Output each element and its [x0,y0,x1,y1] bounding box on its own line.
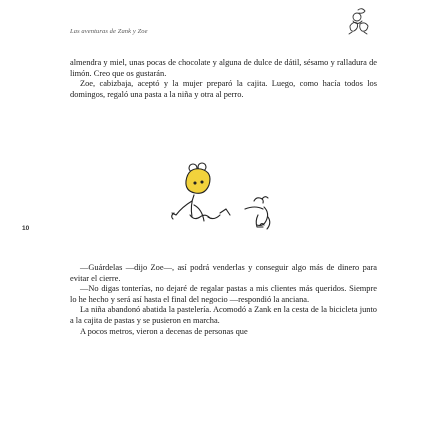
paragraph: A pocos metros, vieron a decenas de personas que [80,326,248,336]
running-head: Las aventuras de Zank y Zoe [70,28,148,35]
paragraph: —No digas tonterías, no dejaré de regalar pastas a mis clientes más queridos. Siempre lo he hecho y será así hasta el final del negocio —respondió la anciana. [70,284,377,304]
paragraph: Zoe, cabizbaja, aceptó y la mujer preparó la cajita. Luego, como hacía todos los domingos, regaló una pasta a la niña y otra al perro. [70,79,377,99]
page-number: 10 [22,225,30,232]
paragraph: almendra y miel, unas pocas de chocolate y alguna de dulce de dátil, sésamo y ralladura de limón. Creo que os gustarán. [70,58,377,78]
girl-and-dog-illustration [150,155,305,245]
girl-and-dog-ornament-icon [340,6,376,36]
body-text-bottom [70,263,377,337]
paragraph: —Guárdelas —dijo Zoe—, así podrá venderlas y conseguir algo más de dinero para evitar el cierre. [70,263,377,283]
paragraph: La niña abandonó abatida la pastelería. Acomodó a Zank en la cesta de la bicicleta junto a la cajita de pastas y se pusieron en marcha. [70,305,377,325]
body-text-top [70,58,377,100]
